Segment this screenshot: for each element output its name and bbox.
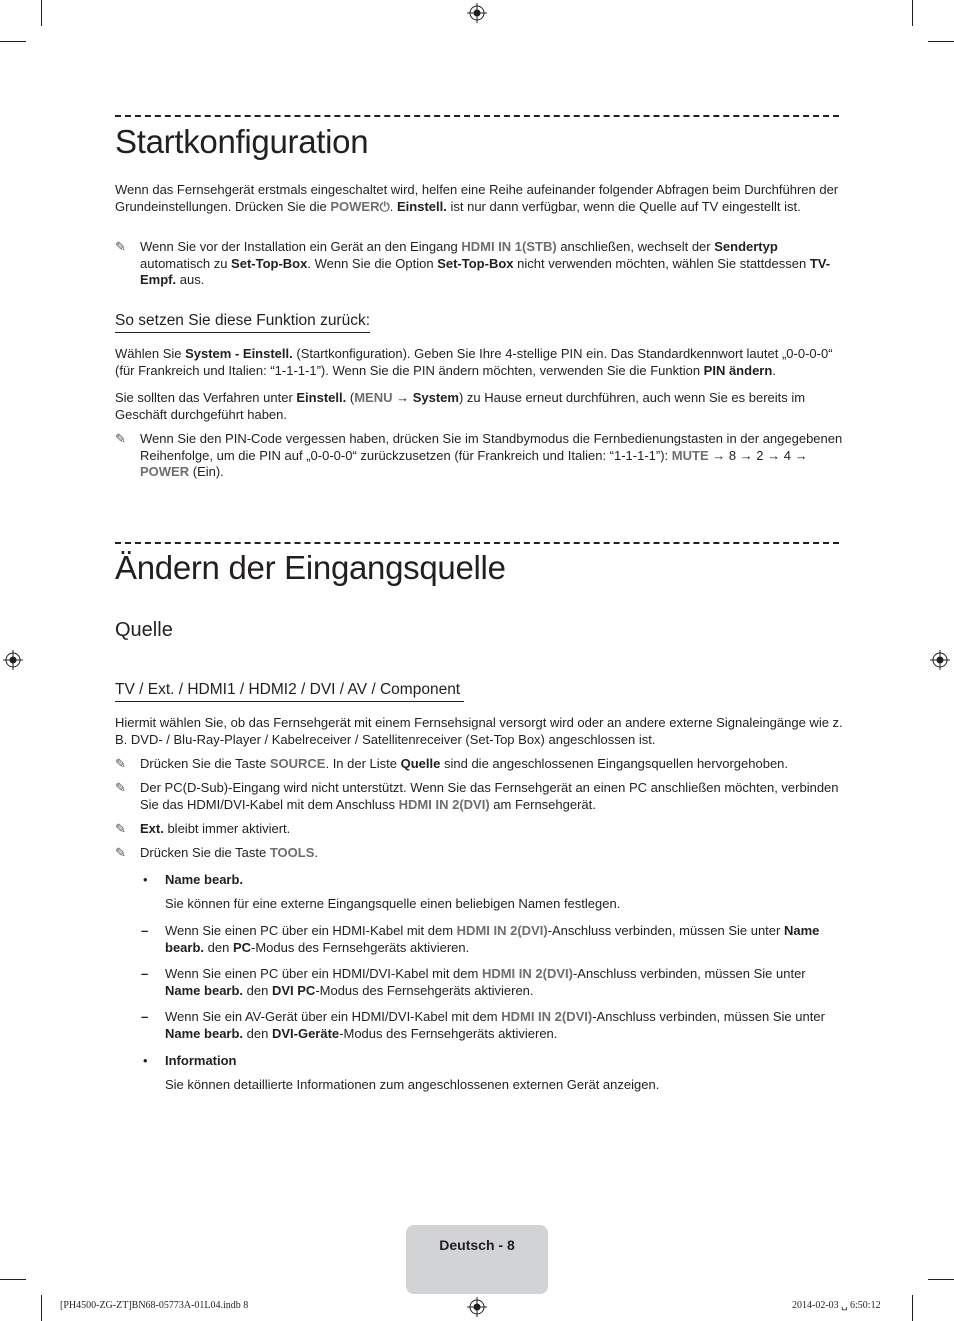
note-ext-active: ✎ Ext. bleibt immer aktiviert. [115,821,291,836]
bullet-name-bearb-desc: Sie können für eine externe Eingangsquelle einen beliebigen Namen festlegen. [165,896,621,911]
section-divider [115,542,839,544]
note-pencil-icon: ✎ [115,780,126,795]
print-slug-file: [PH4500-ZG-ZT]BN68-05773A-01L04.indb 8 [60,1300,249,1311]
crop-mark [912,0,913,26]
note-hdmi-stb: ✎ Wenn Sie vor der Installation ein Gerät an den Eingang HDMI IN 1(STB) anschließen, wechselt der Sendertyp automatisch zu Set-Top-Box. Wenn Sie die Option Set-Top-Box nicht verwenden möchten, wählen Sie stattdessen TV-Empf. aus. [115,239,831,287]
source-intro-paragraph: Hiermit wählen Sie, ob das Fernsehgerät mit einem Fernsehsignal versorgt wird oder an andere externe Signaleingänge wie z. B. DVD- / Blu-Ray-Player / Kabelreceiver / Satellitenreceiver (Set-Top Box) angeschlossen ist. [115,715,843,747]
note-pencil-icon: ✎ [115,239,126,254]
power-icon: ⏻ [379,198,390,214]
dash-icon: – [141,1009,149,1024]
menu-path-heading: TV / Ext. / HDMI1 / HDMI2 / DVI / AV / Component [115,681,464,702]
crop-mark [928,41,954,42]
dash-item-pc-hdmi: Wenn Sie einen PC über ein HDMI-Kabel mit dem HDMI IN 2(DVI)-Anschluss verbinden, müssen Sie unter Name bearb. den PC-Modus des Fernsehgeräts aktivieren. [165,923,820,955]
print-slug-timestamp: 2014-02-03 ␣ 6:50:12 [792,1300,881,1311]
note-tools-key: ✎ Drücken Sie die Taste TOOLS. [115,845,319,860]
crop-mark [41,1295,42,1321]
registration-mark-icon [467,3,487,23]
bullet-icon: • [143,1053,148,1068]
reset-paragraph-1: Wählen Sie System - Einstell. (Startkonfiguration). Geben Sie Ihre 4-stellige PIN ein. Das Standardkennwort lautet „0-0-0-0“ (für Frankreich und Italien: “1-1-1-1”). Wenn Sie die PIN ändern möchten, verwenden Sie die Funktion PIN ändern. [115,346,833,378]
note-pc-dsub: ✎ Der PC(D-Sub)-Eingang wird nicht unterstützt. Wenn Sie das Fernsehgerät an einen PC anschließen möchten, verbinden Sie das HDMI/DVI-Kabel mit dem Anschluss HDMI IN 2(DVI) am Fernsehgerät. [115,780,839,812]
note-pencil-icon: ✎ [115,845,126,860]
bullet-icon: • [143,872,148,887]
registration-mark-icon [930,650,950,670]
section-title-startkonfiguration: Startkonfiguration [115,123,369,160]
registration-mark-icon [467,1297,487,1317]
dash-item-pc-hdmi-dvi: Wenn Sie einen PC über ein HDMI/DVI-Kabel mit dem HDMI IN 2(DVI)-Anschluss verbinden, müssen Sie unter Name bearb. den DVI PC-Modus des Fernsehgeräts aktivieren. [165,966,806,998]
intro-paragraph: Wenn das Fernsehgerät erstmals eingeschaltet wird, helfen eine Reihe aufeinander folgender Abfragen beim Durchführen der Grundeinstellungen. Drücken Sie die POWER⏻. Einstell. ist nur dann verfügbar, wenn die Quelle auf TV eingestellt ist. [115,182,839,214]
reset-paragraph-2: Sie sollten das Verfahren unter Einstell. (MENU → System) zu Hause erneut durchführen, auch wenn Sie es bereits im Geschäft durchgeführt haben. [115,390,806,422]
dash-item-av-device: Wenn Sie ein AV-Gerät über ein HDMI/DVI-Kabel mit dem HDMI IN 2(DVI)-Anschluss verbinden, müssen Sie unter Name bearb. den DVI-Geräte-Modus des Fernsehgeräts aktivieren. [165,1009,825,1041]
subsection-title-quelle: Quelle [115,619,173,641]
dash-icon: – [141,966,149,981]
crop-mark [0,41,26,42]
note-pin-forgotten: ✎ Wenn Sie den PIN-Code vergessen haben, drücken Sie im Standbymodus die Fernbedienungstasten in der angegebenen Reihenfolge, um die PIN auf „0-0-0-0“ zurückzusetzen (für Frankreich und Italien: “1-1-1-1”): MUTE → 8 → 2 → 4 → POWER (Ein). [115,431,843,479]
bullet-name-bearb: Name bearb. [165,872,244,887]
page-number-label: Deutsch - 8 [439,1237,515,1253]
section-divider [115,115,839,117]
crop-mark [928,1279,954,1280]
registration-mark-icon [3,650,23,670]
page-number-tab [406,1225,548,1294]
bullet-information: Information [165,1053,237,1068]
note-pencil-icon: ✎ [115,756,126,771]
reset-heading: So setzen Sie diese Funktion zurück: [115,312,370,333]
dash-icon: – [141,923,149,938]
crop-mark [0,1279,26,1280]
note-pencil-icon: ✎ [115,431,126,446]
note-pencil-icon: ✎ [115,821,126,836]
note-source-key: ✎ Drücken Sie die Taste SOURCE. In der Liste Quelle sind die angeschlossenen Eingangsquellen hervorgehoben. [115,756,789,771]
section-title-eingangsquelle: Ändern der Eingangsquelle [115,549,506,586]
crop-mark [912,1295,913,1321]
crop-mark [41,0,42,26]
bullet-information-desc: Sie können detaillierte Informationen zum angeschlossenen externen Gerät anzeigen. [165,1077,660,1092]
